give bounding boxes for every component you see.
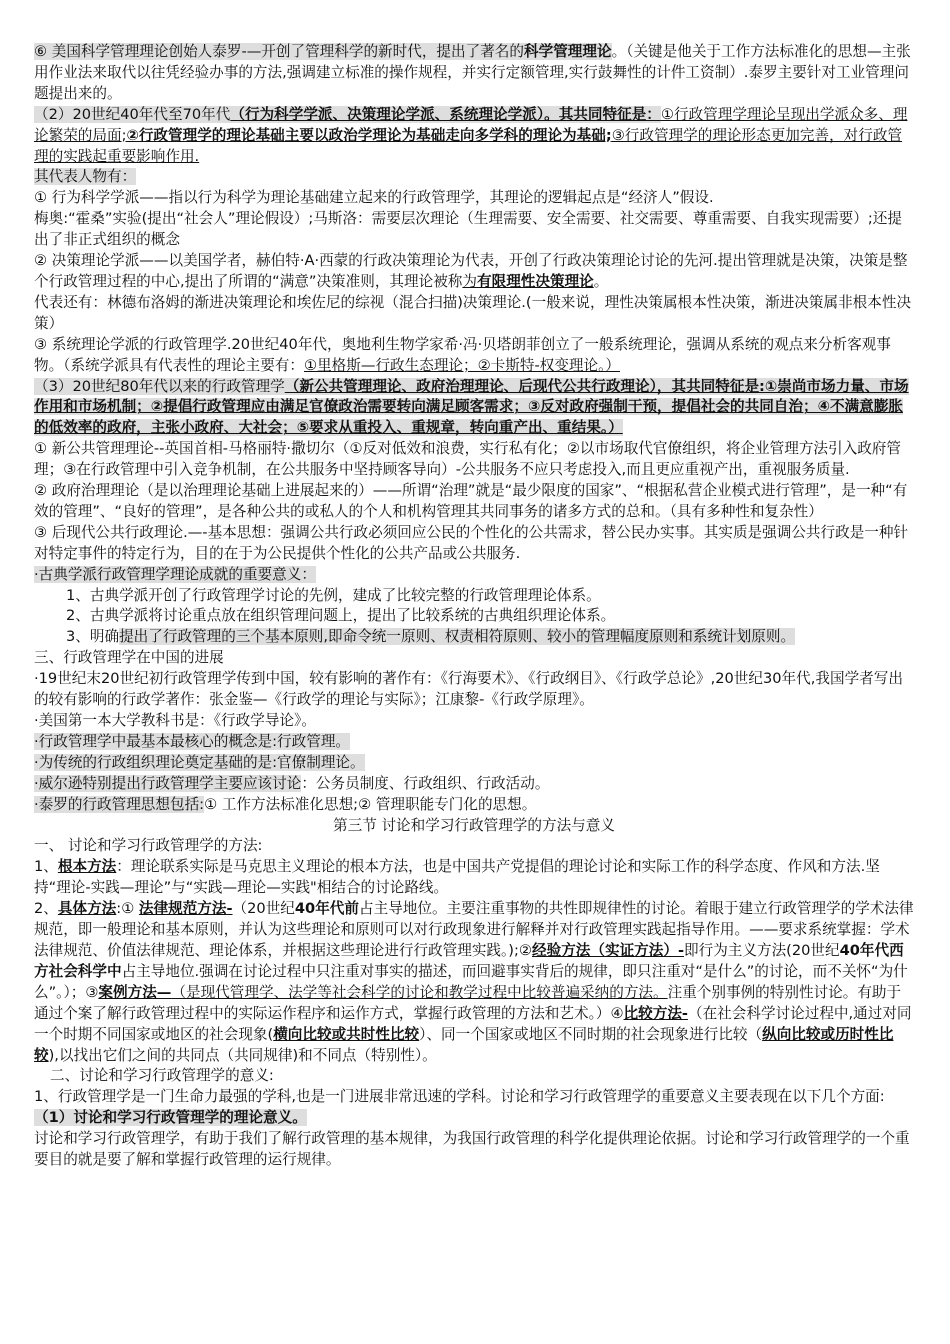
text-segment: 提出了行政管理的三个基本原则,即命令统一原则、权责相符原则、较小的管理幅度原则和系统计划原则。 <box>119 628 796 646</box>
text-segment: 其代表人物有： <box>34 168 137 186</box>
text-segment: ①里格斯—行政生态理论；②卡斯特-权变理论。） <box>303 356 620 374</box>
paragraph <box>34 209 914 251</box>
paragraph <box>34 669 914 711</box>
paragraph <box>34 857 914 899</box>
text-segment: 3、明确 <box>66 628 120 646</box>
text-segment: ·古典学派行政管理学理论成就的重要意义： <box>34 565 316 583</box>
paragraph <box>34 188 914 209</box>
text-segment: 二、讨论和学习行政管理学的意义: <box>50 1067 274 1085</box>
paragraph <box>34 795 914 816</box>
text-segment: 2、 <box>34 900 58 918</box>
text-segment: 2、古典学派将讨论重点放在组织管理问题上，提出了比较系统的古典组织理论体系。 <box>66 607 616 625</box>
text-segment: :① <box>116 900 139 918</box>
text-segment: （20世纪 <box>232 900 295 918</box>
paragraph <box>34 481 914 523</box>
paragraph <box>34 627 914 648</box>
paragraph <box>34 711 914 732</box>
paragraph <box>34 1087 914 1108</box>
text-segment: 为 <box>462 272 477 290</box>
text-segment: 讨论和学习行政管理学，有助于我们了解行政管理的基本规律，为我国行政管理的科学化提供理论依据。讨论和学习行政管理学的一个重要目的就是要了解和掌握行政管理的运行规律。 <box>34 1130 910 1169</box>
text-segment: 即行为主义方法(20世纪 <box>684 941 840 959</box>
text-segment: ·美国第一本大学教科书是：《行政学导论》。 <box>34 712 316 729</box>
text-segment: ② 决策理论学派——以美国学者，赫伯特·A·西蒙的行政决策理论为代表，开创了行政决策理论讨论的先河.提出管理就是决策，决策是整个行政管理过程的中心,提出了所谓的“满意”决策准则，其理论被称 <box>34 252 908 290</box>
text-segment: （在社会科学讨论过程中,通过对同一个时期不同国家或地区的社会现象( <box>34 1004 912 1043</box>
text-segment: ·威尔逊特别提出行政管理学主要应该讨论 <box>34 774 302 792</box>
document-body <box>34 42 914 1171</box>
text-segment: （1）讨论和学习行政管理学的理论意义。 <box>34 1109 307 1127</box>
paragraph <box>34 565 914 586</box>
paragraph <box>34 105 914 168</box>
text-segment: 1、 <box>34 858 58 876</box>
text-segment: 40年代前 <box>294 900 359 918</box>
text-segment: 有限理性决策理论 <box>477 272 594 290</box>
text-segment: ② 政府治理理论（是以治理理论基础上进展起来的）——所谓“治理”就是“最少限度的国家”、“根据私营企业模式进行管理”，是一种“有效的管理”、“良好的管理”，是各种公共的或私人的个人和机构管理其共同事务的诸多方式的总和。（具有多种性和复杂性） <box>34 482 908 520</box>
paragraph <box>34 1066 914 1087</box>
text-segment: ）、同一个国家或地区不同时期的社会现象进行比较（ <box>419 1025 763 1043</box>
text-segment: （3）20世纪80年代以来的行政管理学 <box>34 377 285 395</box>
paragraph <box>34 753 914 774</box>
text-segment: 一、 讨论和学习行政管理学的方法: <box>34 837 263 855</box>
text-segment: 。（关键是他关于工作方法标准化的思想—主张用作业法来取代以往凭经验办事的方法,强调建立标准的操作规程，并实行定额管理,实行鼓舞性的计件工资制）.泰罗主要针对工业管理问题提出来的。 <box>34 43 911 102</box>
text-segment: ·19世纪末20世纪初行政管理学传到中国，较有影响的著作有：《行海要术》、《行政纲目》、《行政学总论》,20世纪30年代,我国学者写出的较有影响的行政学著作：张金鉴—《行政学的理论与实际》；江康黎-《行政学原理》。 <box>34 670 903 709</box>
paragraph <box>34 377 914 440</box>
paragraph <box>34 816 914 837</box>
text-segment: ⑥ 美国科学管理理论创始人泰罗-—开创了管理科学的新时代，提出了著名的 <box>34 43 524 60</box>
paragraph <box>34 439 914 481</box>
text-segment: （是现代管理学、法学等社会科学的讨论和教学过程中比较普遍采纳的方法。 <box>171 983 668 1001</box>
text-segment: 占主导地位。主要注重事物的共性即规律性的讨论。着眼于建立行政管理学的学术法律规范，即一般理论和基本原则，并认为这些理论和原则可以对行政现象进行解释并对行政管理实践起指导作用。——要求系统掌握：学术法律规范、价值法律规范、理论体系，并根据这些理论进行行政管理实践。);② <box>34 900 914 959</box>
paragraph <box>34 606 914 627</box>
text-segment: ①行政管理学理论呈现出学派众多、理论繁荣的局面; <box>34 105 908 144</box>
text-segment: （2）20世纪40年代至70年代 <box>34 105 231 123</box>
paragraph <box>34 774 914 795</box>
text-segment: 第三节 讨论和学习行政管理学的方法与意义 <box>333 816 615 834</box>
text-segment: 案例方法— <box>98 983 172 1001</box>
text-segment: 比较方法- <box>623 1004 688 1022</box>
text-segment: 梅奥:“霍桑”实验(提出“社会人”理论假设）;马斯洛：需要层次理论（生理需要、安全需要、社交需要、尊重需要、自我实现需要）;还提出了非正式组织的概念 <box>34 210 902 249</box>
paragraph <box>34 167 914 188</box>
text-segment: ：理论联系实际是马克思主义理论的根本方法，也是中国共产党提倡的理论讨论和实际工作的科学态度、作风和方法.坚持“理论-实践—理论”与“实践—理论—实践"相结合的讨论路线。 <box>34 858 880 897</box>
paragraph <box>34 335 914 377</box>
text-segment: （新公共管理理论、政府治理理论、后现代公共行政理论），其共同特征是:①崇尚市场力量、市场作用和市场机制；②提倡行政管理应由满足官僚政治需要转向满足顾客需求；③反对政府强制干预，提倡社会的共同自治；④不满意膨胀的低效率的政府，主张小政府、大社会；⑤要求从重投入、重规章，转向重产出、重结果。） <box>34 377 909 437</box>
text-segment: 根本方法 <box>57 858 117 876</box>
text-segment: （行为科学学派、决策理论学派、系统理论学派）。其共同特征是： <box>230 105 661 123</box>
paragraph <box>34 1129 914 1171</box>
paragraph <box>34 648 914 669</box>
paragraph <box>34 293 914 335</box>
paragraph <box>34 836 914 857</box>
paragraph <box>34 42 914 105</box>
text-segment: ③ 系统理论学派的行政管理学.20世纪40年代，奥地利生物学家希·冯·贝塔朗菲创立了一般系统理论，强调从系统的观点来分析客观事物。（系统学派具有代表性的理论主要有： <box>34 335 891 374</box>
text-segment: 。 <box>593 272 609 290</box>
paragraph <box>34 732 914 753</box>
text-segment: 经验方法（实证方法）- <box>532 941 684 959</box>
text-segment: ②行政管理学的理论基础主要以政治学理论为基础走向多学科的理论为基础; <box>126 126 612 144</box>
text-segment: ① 行为科学学派——指以行为科学为理论基础建立起来的行政管理学，其理论的逻辑起点是“经济人”假设. <box>34 189 714 207</box>
paragraph <box>34 523 914 565</box>
text-segment: 占主导地位.强调在讨论过程中只注重对事实的描述，而回避事实背后的规律，即只注重对“是什么”的讨论，而不关怀“为什么”。）；③ <box>34 962 908 1001</box>
text-segment: ),以找出它们之间的共同点（共同规律)和不同点（特别性）。 <box>48 1046 437 1064</box>
text-segment: ·行政管理学中最基本最核心的概念是:行政管理。 <box>34 732 351 750</box>
paragraph <box>34 1108 914 1129</box>
text-segment: ① 工作方法标准化思想;② 管理职能专门化的思想。 <box>204 795 537 813</box>
text-segment: ③行政管理学的理论形态更加完善，对行政管理的实践起重要影响作用. <box>34 126 903 165</box>
text-segment: 1、古典学派开创了行政管理学讨论的先例，建成了比较完整的行政管理理论体系。 <box>66 586 601 604</box>
text-segment: ① 新公共管理理论--英国首相-马格丽特·撒切尔（①反对低效和浪费，实行私有化；②以市场取代官僚组织，将企业管理方法引入政府管理；③在行政管理中引入竞争机制，在公共服务中坚持顾客导向）-公共服务不应只考虑投入,而且更应重视产出，重视服务质量. <box>34 440 901 479</box>
text-segment: ·为传统的行政组织理论奠定基础的是:官僚制理论。 <box>34 753 365 771</box>
paragraph <box>34 586 914 607</box>
text-segment: 具体方法 <box>57 900 117 918</box>
text-segment: 三、行政管理学在中国的进展 <box>34 649 224 667</box>
text-segment: 科学管理理论 <box>524 43 612 60</box>
text-segment: ③ 后现代公共行政理论.—-基本思想：强调公共行政必须回应公民的个性化的公共需求，替公民办实事。其实质是强调公共行政是一种针对特定事件的特定行为，目的在于为公民提供个性化的公共产品或公共服务. <box>34 523 909 562</box>
text-segment: 横向比较或共时性比较 <box>273 1025 420 1043</box>
text-segment: ：公务员制度、行政组织、行政活动。 <box>301 774 550 792</box>
paragraph <box>34 899 914 1066</box>
text-segment: 1、行政管理学是一门生命力最强的学科,也是一门进展非常迅速的学科。讨论和学习行政管理学的重要意义主要表现在以下几个方面: <box>34 1088 885 1106</box>
text-segment: 纵向比较或历时性比较 <box>34 1025 894 1064</box>
text-segment: 代表还有：林德布洛姆的渐进决策理论和埃佐尼的综视（混合扫描)决策理论.(一般来说，理性决策属根本性决策，渐进决策属非根本性决策） <box>34 293 912 332</box>
text-segment: 注重个别事例的特别性讨论。有助于通过个案了解行政管理过程中的实际运作程序和运作方式，掌握行政管理的方法和艺术。）④ <box>34 983 902 1022</box>
text-segment: 40年代西方社会科学中 <box>34 941 904 980</box>
text-segment: ·泰罗的行政管理思想包括: <box>34 795 205 813</box>
text-segment: 法律规范方法- <box>138 900 233 918</box>
paragraph <box>34 251 914 293</box>
